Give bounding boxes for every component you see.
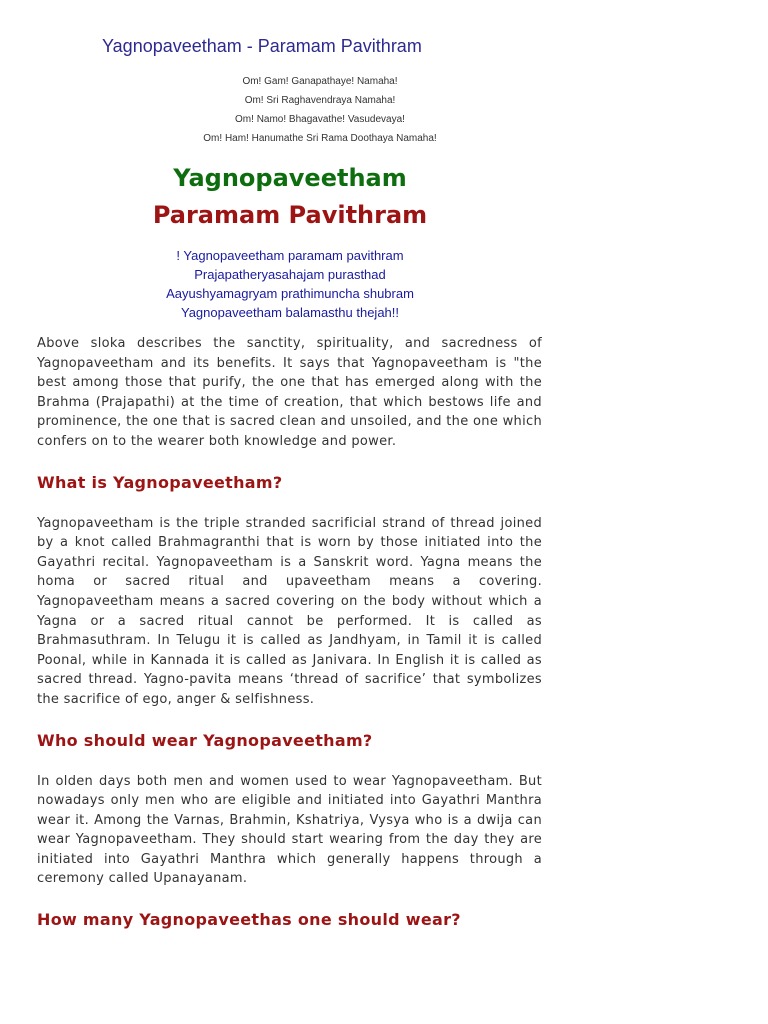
intro-paragraph: Above sloka describes the sanctity, spirituality, and sacredness of Yagnopaveetham and its benefits. It says that Yagnopaveetham is "the best among those that purify, the one that has emerged along with the Brahma (Prajapathi) at the time of creation, that which bestows life and prominence, the one that is sacred clean and unsoiled, and the one which confers on to the wearer both knowledge and power.	[37, 336, 542, 449]
invocation-line: Om! Sri Raghavendraya Namaha!	[244, 95, 396, 106]
sloka-line: Aayushyamagryam prathimuncha shubram	[166, 286, 414, 301]
main-title	[30, 160, 550, 234]
section-heading-who-should-wear: Who should wear Yagnopaveetham?	[37, 730, 373, 750]
invocation-line: Om! Gam! Ganapathaye! Namaha!	[242, 76, 398, 87]
section-heading-what-is: What is Yagnopaveetham?	[37, 472, 283, 492]
section-body-what-is: Yagnopaveetham is the triple stranded sacrificial strand of thread joined by a knot called Brahmagranthi that is worn by those initiated into the Gayathri recital. Yagnopaveetham is a Sanskrit word. Yagna means the homa or sacred ritual and upaveetham means a covering. Yagnopaveetham means a sacred covering on the body without which a Yagna or a sacred ritual cannot be performed. It is called as Brahmasuthram. In Telugu it is called as Jandhyam, in Tamil it is called Poonal, while in Kannada it is called as Janivara. In English it is called as sacred thread. Yagno-pavita means ‘thread of sacrifice’ that symbolizes the sacrifice of ego, anger & selfishness.	[37, 515, 542, 707]
main-title-line1: Yagnopaveetham	[173, 164, 407, 192]
invocations	[30, 72, 610, 148]
sloka	[30, 246, 550, 322]
section-body-who-should-wear: In olden days both men and women used to wear Yagnopaveetham. But nowadays only men who are eligible and initiated into Gayathri Manthra wear it. Among the Varnas, Brahmin, Kshatriya, Vysya who is a dwija can wear Yagnopaveetham. They should start wearing from the day they are initiated into Gayathri Manthra which generally happens through a ceremony called Upanayanam.	[37, 773, 542, 887]
site-title: Yagnopaveetham - Paramam Pavithram	[102, 36, 422, 56]
section-heading-how-many: How many Yagnopaveethas one should wear?	[37, 910, 461, 930]
article-content	[37, 334, 542, 951]
invocation-line: Om! Ham! Hanumathe Sri Rama Doothaya Namaha!	[203, 133, 437, 144]
main-title-line2: Paramam Pavithram	[152, 201, 428, 229]
sloka-line: Prajapatheryasahajam purasthad	[194, 267, 386, 282]
sloka-line: ! Yagnopaveetham paramam pavithram	[176, 248, 404, 263]
sloka-line: Yagnopaveetham balamasthu thejah!!	[180, 305, 400, 320]
invocation-line: Om! Namo! Bhagavathe! Vasudevaya!	[235, 114, 405, 125]
